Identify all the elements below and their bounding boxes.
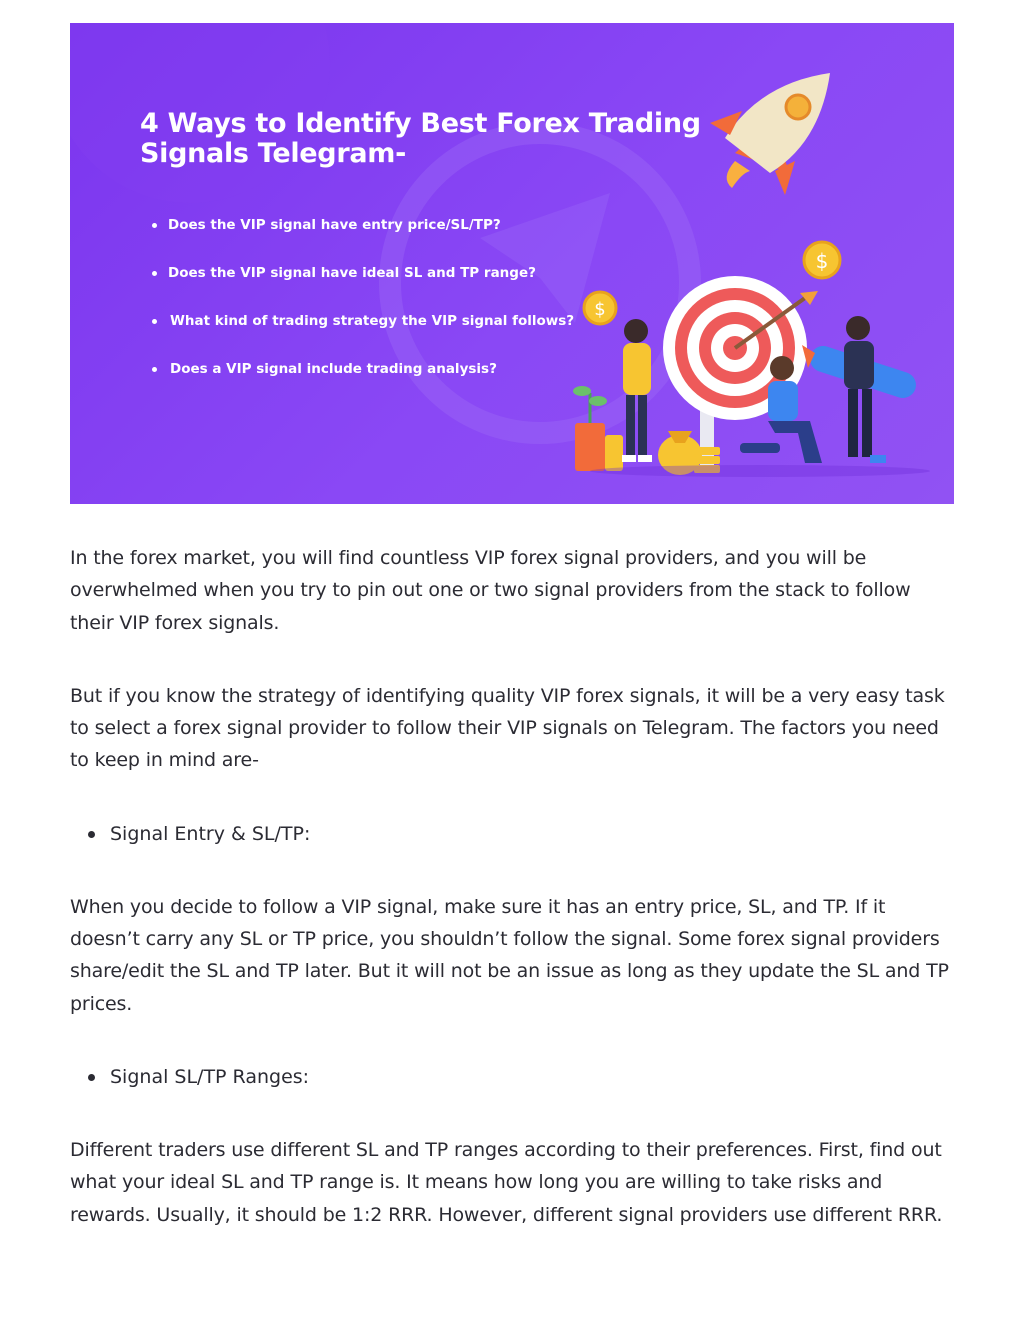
paragraph-ranges: Different traders use different SL and TP ranges according to their preferences. First, find out what your ideal SL and TP range is. It means how long you are willing to take risks and rewards. Usually, it should be 1:2 RRR. However, different signal providers use different RRR. bbox=[70, 1138, 943, 1226]
hero-bullet-list bbox=[150, 213, 574, 405]
coin-symbol-1: $ bbox=[815, 249, 829, 273]
bullet-list-ranges bbox=[70, 1061, 958, 1093]
list-item-signal-ranges: Signal SL/TP Ranges: bbox=[70, 1061, 958, 1093]
hero-bullet: What kind of trading strategy the VIP signal follows? bbox=[150, 309, 574, 357]
plant-icon bbox=[573, 386, 623, 471]
paragraph-intro: In the forex market, you will find countless VIP forex signal providers, and you will be overwhelmed when you try to pin out one or two signal providers from the stack to follow their VIP forex signals. bbox=[70, 547, 911, 634]
bullet-list-entry bbox=[70, 818, 958, 850]
dollar-coin-icon bbox=[584, 292, 616, 324]
woman-figure-icon bbox=[622, 319, 652, 462]
hero-title-line-2: Signals Telegram- bbox=[140, 138, 407, 169]
hero-bullet: Does the VIP signal have entry price/SL/TP? bbox=[150, 213, 574, 261]
article-body bbox=[70, 542, 958, 1272]
coin-symbol-2: $ bbox=[594, 299, 606, 320]
list-item-signal-entry: Signal Entry & SL/TP: bbox=[70, 818, 958, 850]
paragraph-entry: When you decide to follow a VIP signal, make sure it has an entry price, SL, and TP. If it doesn’t carry any SL or TP price, you shouldn’t follow the signal. Some forex signal providers share/edit the SL and TP later. But it will not be an issue as long as they update the SL and TP prices. bbox=[70, 895, 949, 1015]
paragraph-strategy: But if you know the strategy of identifying quality VIP forex signals, it will be a very easy task to select a forex signal provider to follow their VIP signals on Telegram. The factors you need to keep in mind are- bbox=[70, 684, 945, 772]
dollar-coin-icon bbox=[804, 242, 840, 278]
hero-bullet: Does a VIP signal include trading analysis? bbox=[150, 357, 574, 405]
hero-title-line-1: 4 Ways to Identify Best Forex Trading bbox=[140, 108, 701, 139]
hero-banner bbox=[70, 23, 954, 504]
hero-title bbox=[140, 109, 740, 169]
hero-bullet: Does the VIP signal have ideal SL and TP range? bbox=[150, 261, 574, 309]
